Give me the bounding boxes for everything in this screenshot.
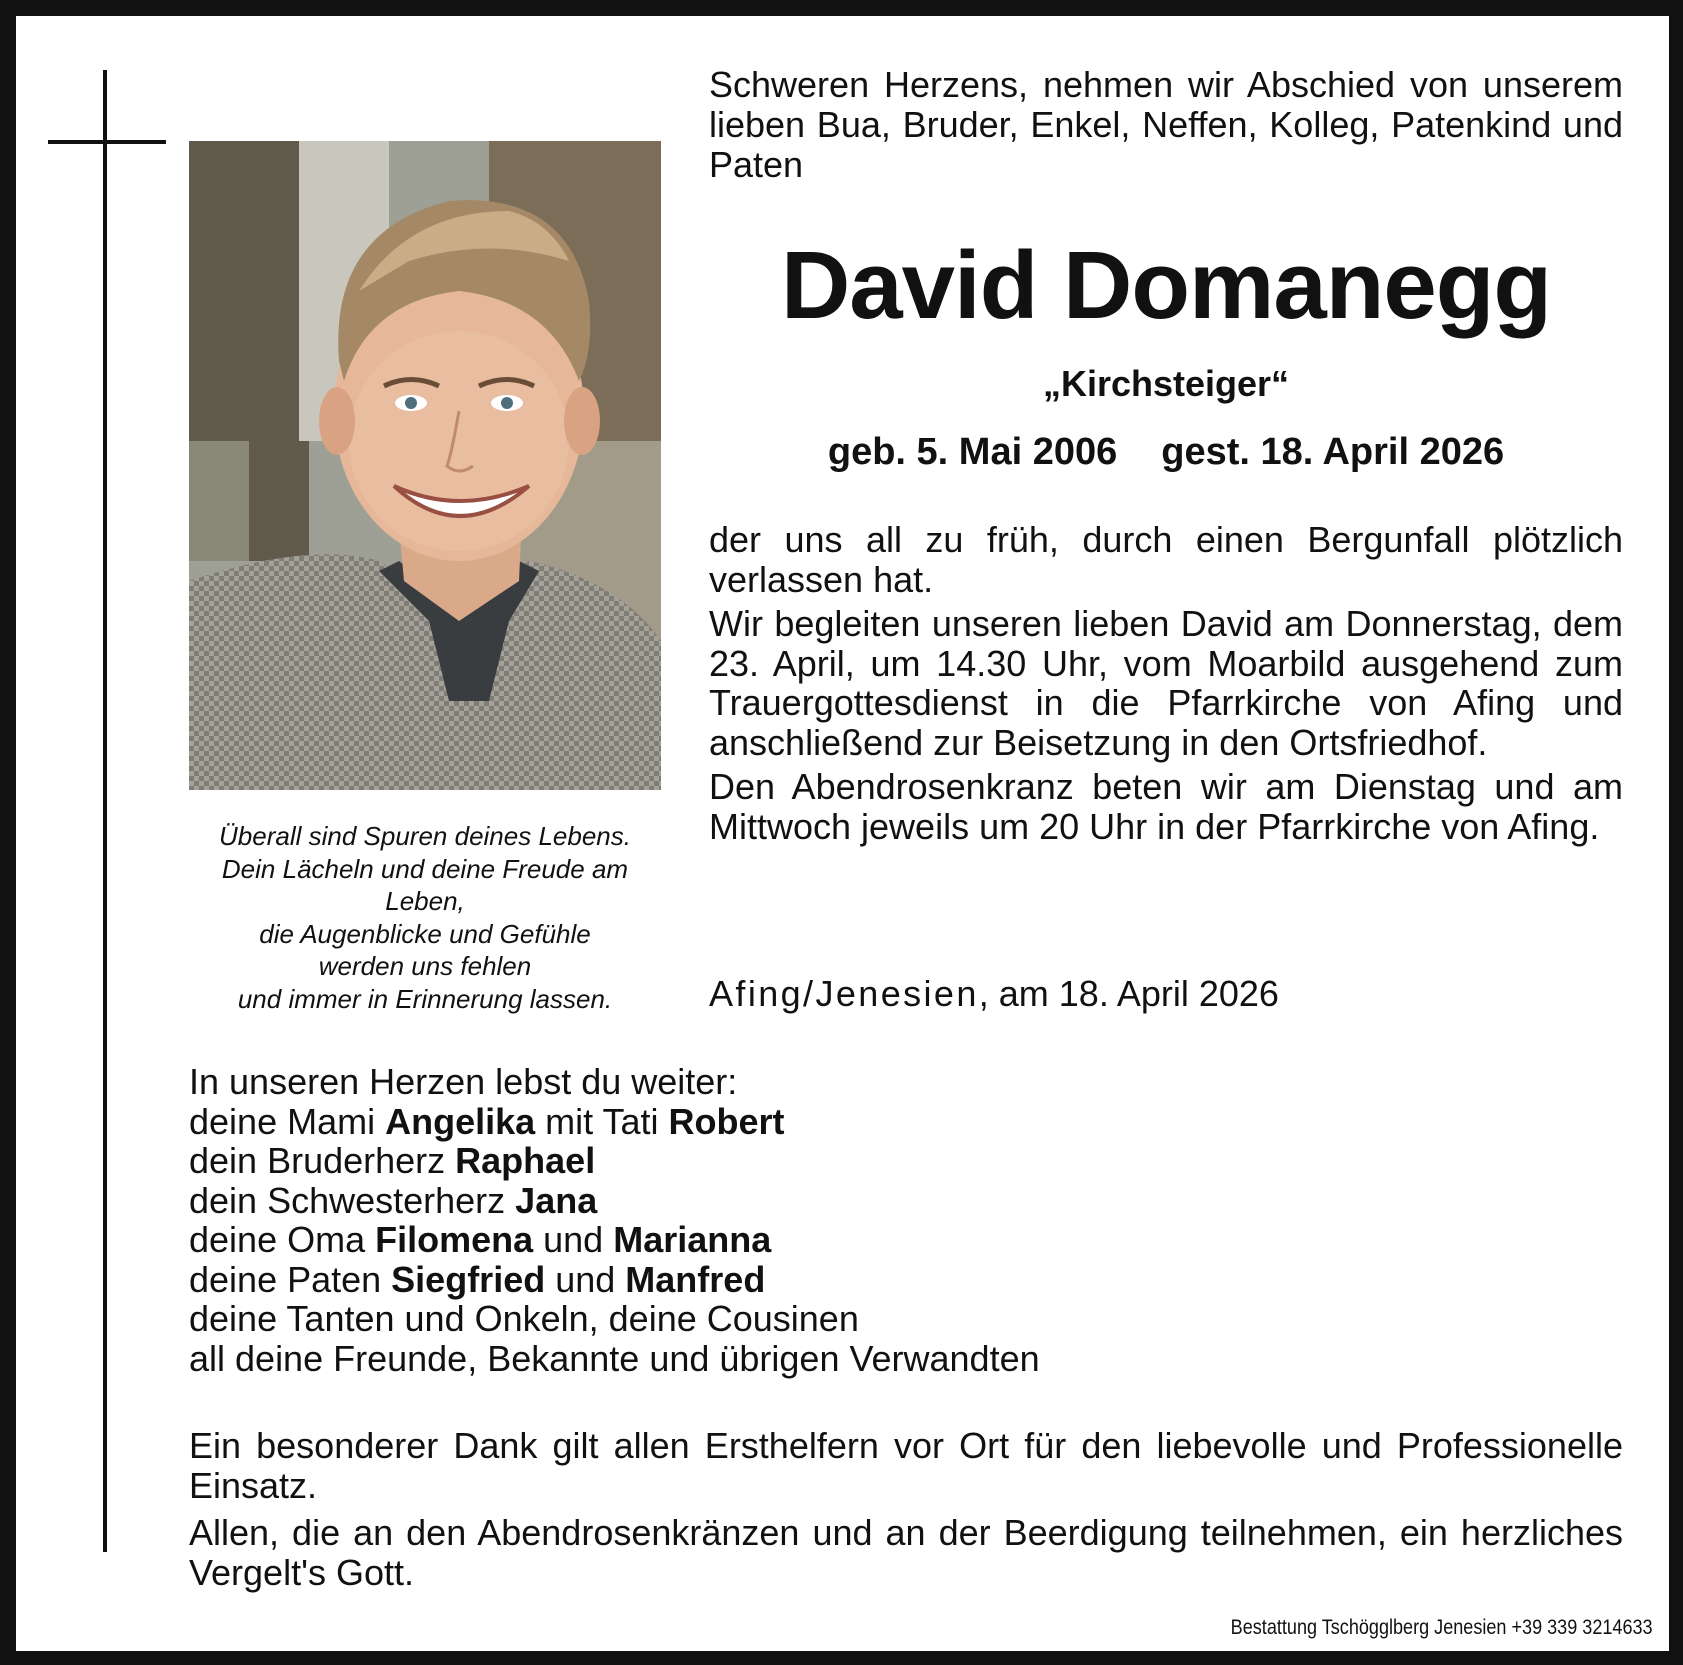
- cross-icon-bar: [48, 140, 166, 144]
- poem-line: Dein Lächeln und deine Freude am: [221, 853, 629, 884]
- death-date: gest. 18. April 2026: [1161, 431, 1505, 473]
- survivor-line: [189, 1181, 1629, 1221]
- survivor-relation: deine Tanten und Onkeln, deine Cousinen: [189, 1298, 859, 1339]
- funeral-home-contact: Bestattung Tschögglberg Jenesien +39 339 3214633: [1231, 1616, 1653, 1639]
- survivor-name: Siegfried: [391, 1258, 546, 1300]
- survivors-heading: In unseren Herzen lebst du weiter:: [189, 1061, 738, 1102]
- life-dates: [709, 428, 1623, 476]
- deceased-name: David Domanegg: [780, 232, 1552, 339]
- thanks-paragraph: Allen, die an den Abendrosenkränzen und an der Beerdigung teilnehmen, ein herzliches Vergelt's Gott.: [189, 1512, 1623, 1593]
- survivor-relation: mit Tati: [535, 1100, 669, 1142]
- survivor-name: Jana: [515, 1179, 598, 1221]
- survivor-relation: all deine Freunde, Bekannte und übrigen Verwandten: [189, 1337, 1040, 1379]
- announcement-paragraph: Wir begleiten unseren lieben David am Donnerstag, dem 23. April, um 14.30 Uhr, vom Moarbild ausgehend zum Trauergottesdienst in die Pfarrkirche von Afing und anschließend zur Beisetzung in den Ortsfriedhof.: [709, 603, 1623, 763]
- place-name: Afing/Jenesien: [709, 973, 979, 1014]
- intro-text: Schweren Herzens, nehmen wir Abschied von unserem lieben Bua, Bruder, Enkel, Neffen, Kolleg, Patenkind und Paten: [709, 64, 1623, 185]
- place-date: , am 18. April 2026: [978, 973, 1279, 1014]
- survivor-name: Filomena: [375, 1219, 534, 1260]
- survivor-line: [189, 1102, 1629, 1142]
- survivor-name: Raphael: [455, 1140, 596, 1181]
- thanks-text: [189, 1426, 1623, 1600]
- cross-icon: [103, 70, 107, 1552]
- poem-line: werden uns fehlen: [318, 951, 532, 981]
- survivor-relation: deine Mami: [189, 1100, 386, 1142]
- survivor-name: Robert: [668, 1100, 785, 1142]
- place-and-date: [709, 972, 1279, 1016]
- poem-line: Überall sind Spuren deines Lebens.: [219, 821, 631, 851]
- survivor-relation: deine Oma: [189, 1219, 376, 1260]
- survivors-list: [189, 1062, 1629, 1378]
- survivor-relation: deine Paten: [189, 1258, 392, 1300]
- birth-date: geb. 5. Mai 2006: [827, 431, 1118, 473]
- poem-line: Leben,: [385, 886, 465, 916]
- survivor-line: [189, 1141, 1629, 1181]
- announcement-text: [709, 520, 1623, 851]
- survivor-name: Manfred: [625, 1258, 766, 1300]
- announcement-paragraph: der uns all zu früh, durch einen Bergunfall plötzlich verlassen hat.: [709, 519, 1623, 600]
- survivor-line: [189, 1220, 1629, 1260]
- poem-line: und immer in Erinnerung lassen.: [237, 983, 613, 1014]
- announcement-paragraph: Den Abendrosenkranz beten wir am Dienstag und am Mittwoch jeweils um 20 Uhr in der Pfarrkirche von Afing.: [709, 766, 1623, 847]
- thanks-paragraph: Ein besonderer Dank gilt allen Ersthelfern vor Ort für den liebevolle und Professionelle Einsatz.: [189, 1425, 1623, 1506]
- survivor-line: [189, 1260, 1629, 1300]
- survivor-name: Marianna: [613, 1219, 772, 1260]
- survivor-line: [189, 1299, 1629, 1339]
- survivor-relation: und: [545, 1258, 626, 1300]
- survivor-line: [189, 1339, 1629, 1379]
- portrait-photo: [189, 141, 661, 790]
- survivor-relation: und: [533, 1219, 614, 1260]
- memorial-poem: [189, 820, 661, 1015]
- survivor-name: Angelika: [385, 1100, 536, 1142]
- survivor-relation: dein Bruderherz: [189, 1140, 456, 1181]
- survivor-relation: dein Schwesterherz: [189, 1179, 516, 1221]
- poem-line: die Augenblicke und Gefühle: [259, 918, 591, 949]
- nickname: „Kirchsteiger“: [1042, 363, 1290, 404]
